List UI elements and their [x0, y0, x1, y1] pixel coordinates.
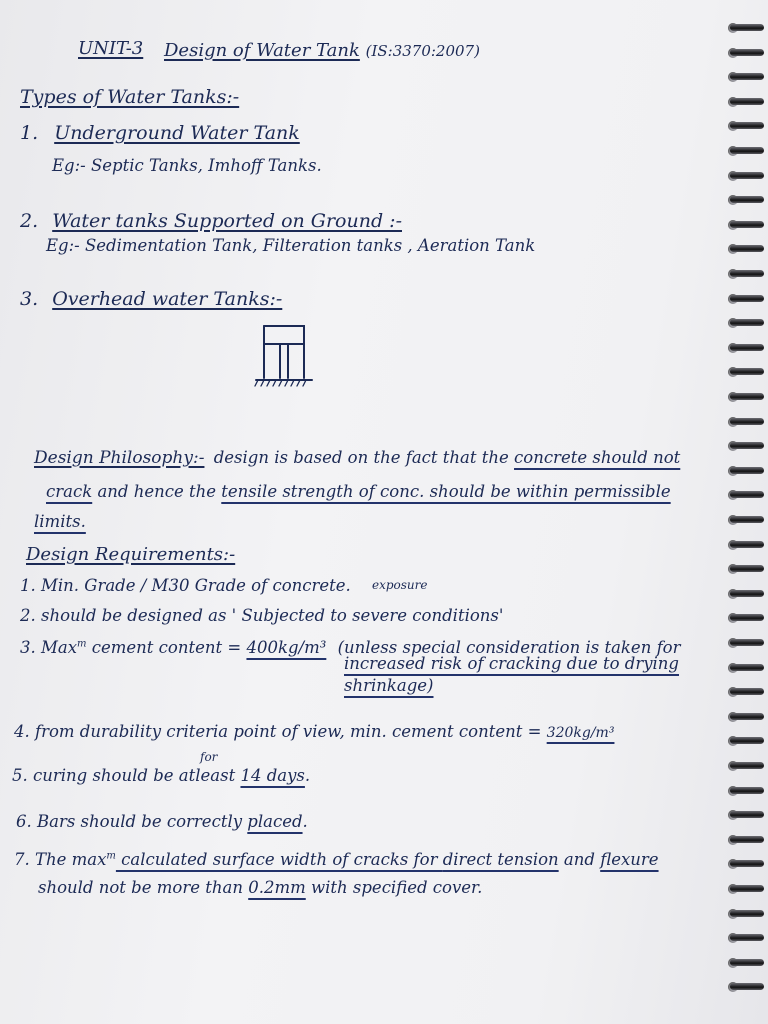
requirement-6-prefix: 6. Bars should be correctly: [16, 812, 248, 831]
coil-wire: [730, 368, 764, 375]
coil-wire: [730, 688, 764, 695]
spiral-coil: [730, 957, 764, 967]
coil-wire: [730, 614, 764, 621]
spiral-coil: [730, 711, 764, 721]
philosophy-line-3: limits.: [34, 512, 86, 531]
types-heading: Types of Water Tanks:-: [20, 86, 240, 108]
coil-wire: [730, 467, 764, 474]
requirement-4: [14, 722, 614, 741]
requirement-7-sup: m: [106, 850, 116, 862]
spiral-coil: [730, 932, 764, 942]
spiral-coil: [730, 908, 764, 918]
requirement-7: [14, 850, 659, 869]
spiral-coil: [730, 858, 764, 868]
requirement-3-value: 400kg/m³: [246, 638, 327, 657]
spiral-coil: [730, 489, 764, 499]
spiral-coil: [730, 71, 764, 81]
spiral-coil: [730, 686, 764, 696]
spiral-coil: [730, 563, 764, 573]
spiral-coil: [730, 465, 764, 475]
coil-wire: [730, 245, 764, 252]
spiral-coil: [730, 96, 764, 106]
spiral-coil: [730, 809, 764, 819]
coil-wire: [730, 196, 764, 203]
coil-wire: [730, 983, 764, 990]
coil-wire: [730, 590, 764, 597]
coil-wire: [730, 98, 764, 105]
coil-wire: [730, 639, 764, 646]
coil-wire: [730, 172, 764, 179]
spiral-coil: [730, 366, 764, 376]
coil-wire: [730, 344, 764, 351]
coil-wire: [730, 713, 764, 720]
requirement-5: [12, 766, 310, 785]
coil-wire: [730, 491, 764, 498]
requirement-6: [16, 812, 308, 831]
type-3: [20, 288, 282, 310]
coil-wire: [730, 319, 764, 326]
coil-wire: [730, 516, 764, 523]
coil-wire: [730, 73, 764, 80]
spiral-coil: [730, 637, 764, 647]
requirement-7-line-2-c: with specified cover.: [305, 878, 483, 897]
type-2: [20, 210, 402, 232]
type-1-example: Eg:- Septic Tanks, Imhoff Tanks.: [52, 156, 322, 175]
page-title-text: Design of Water Tank: [164, 40, 360, 61]
spiral-coil: [730, 194, 764, 204]
spiral-coil: [730, 22, 764, 32]
requirements-heading: Design Requirements:-: [26, 544, 236, 565]
requirement-3-paren-3: shrinkage): [344, 676, 434, 695]
spiral-coil: [730, 539, 764, 549]
spiral-coil: [730, 981, 764, 991]
spiral-coil: [730, 514, 764, 524]
overhead-tank-sketch: [248, 318, 320, 388]
coil-wire: [730, 934, 764, 941]
spiral-coil: [730, 293, 764, 303]
requirement-7-and: and: [558, 850, 601, 869]
coil-wire: [730, 270, 764, 277]
spiral-coil: [730, 416, 764, 426]
spiral-coil: [730, 145, 764, 155]
coil-wire: [730, 959, 764, 966]
requirement-5-end: .: [304, 766, 311, 785]
requirement-2: 2. should be designed as ' Subjected to severe conditions': [20, 606, 504, 625]
requirement-4-value: 320kg/m³: [546, 725, 615, 741]
spiral-coil: [730, 588, 764, 598]
spiral-coil: [730, 391, 764, 401]
philosophy-label: Design Philosophy:-: [34, 448, 205, 468]
coil-wire: [730, 221, 764, 228]
coil-wire: [730, 811, 764, 818]
coil-wire: [730, 787, 764, 794]
type-1-title: Underground Water Tank: [54, 122, 300, 144]
coil-wire: [730, 664, 764, 671]
coil-wire: [730, 147, 764, 154]
requirement-3-prefix: 3. Max: [20, 638, 78, 657]
philosophy-text-2: and hence the: [92, 482, 222, 501]
type-3-number: 3.: [20, 288, 39, 310]
requirement-3-sup: m: [77, 638, 87, 650]
requirement-2-note: exposure: [372, 578, 428, 592]
coil-wire: [730, 762, 764, 769]
coil-wire: [730, 541, 764, 548]
requirement-6-value: placed: [247, 812, 303, 831]
type-1: [20, 122, 300, 144]
spiral-coil: [730, 834, 764, 844]
spiral-coil: [730, 735, 764, 745]
requirement-4-prefix: 4. from durability criteria point of view, min. cement content =: [14, 722, 547, 741]
coil-wire: [730, 122, 764, 129]
philosophy-line-1: [34, 448, 680, 468]
spiral-coil: [730, 440, 764, 450]
unit-label: UNIT-3: [78, 38, 144, 59]
spiral-coil: [730, 662, 764, 672]
spiral-coil: [730, 268, 764, 278]
spiral-coil: [730, 170, 764, 180]
requirement-5-value: 14 days: [240, 766, 305, 785]
requirement-5-note: for: [200, 750, 218, 764]
coil-wire: [730, 442, 764, 449]
philosophy-line-2: [46, 482, 671, 501]
spiral-coil: [730, 612, 764, 622]
coil-wire: [730, 836, 764, 843]
requirement-5-prefix: 5. curing should be atleast: [12, 766, 241, 785]
spiral-coil: [730, 317, 764, 327]
type-3-title: Overhead water Tanks:-: [52, 288, 283, 310]
spiral-coil: [730, 47, 764, 57]
requirement-3-mid: cement content =: [86, 638, 247, 657]
type-2-title: Water tanks Supported on Ground :-: [52, 210, 402, 232]
coil-wire: [730, 24, 764, 31]
coil-wire: [730, 418, 764, 425]
philosophy-text-2-underlined: tensile strength of conc. should be within permissible: [221, 482, 671, 501]
philosophy-crack: crack: [46, 482, 93, 501]
philosophy-text-1-underlined: concrete should not: [514, 448, 681, 467]
requirement-3-paren-1: (unless special consideration is taken for: [337, 638, 681, 657]
spiral-coil: [730, 219, 764, 229]
spiral-coil: [730, 342, 764, 352]
spiral-coil: [730, 243, 764, 253]
requirement-7-line-2: [38, 878, 482, 897]
spiral-coil: [730, 120, 764, 130]
requirement-7-direct-tension: direct tension: [442, 850, 559, 869]
requirement-7-calculated: calculated surface width of cracks for: [115, 850, 443, 869]
requirement-6-end: .: [302, 812, 308, 831]
philosophy-text-1: design is based on the fact that the: [213, 448, 515, 467]
coil-wire: [730, 737, 764, 744]
requirement-7-line-2-a: should not be more than: [38, 878, 249, 897]
page-title: [164, 40, 480, 61]
standard-code: (IS:3370:2007): [365, 42, 480, 60]
spiral-coil: [730, 760, 764, 770]
requirement-1: 1. Min. Grade / M30 Grade of concrete.: [20, 576, 351, 595]
coil-wire: [730, 885, 764, 892]
requirement-7-prefix: 7. The max: [14, 850, 107, 869]
coil-wire: [730, 49, 764, 56]
coil-wire: [730, 860, 764, 867]
requirement-3-paren-2: increased risk of cracking due to drying: [344, 654, 679, 673]
coil-wire: [730, 393, 764, 400]
type-1-number: 1.: [20, 122, 39, 144]
requirement-7-line-2-value: 0.2mm: [248, 878, 306, 897]
spiral-binding: [724, 22, 768, 1007]
coil-wire: [730, 910, 764, 917]
spiral-coil: [730, 785, 764, 795]
requirement-7-flexure: flexure: [600, 850, 659, 869]
spiral-coil: [730, 883, 764, 893]
type-2-number: 2.: [20, 210, 39, 232]
coil-wire: [730, 565, 764, 572]
coil-wire: [730, 295, 764, 302]
type-2-example: Eg:- Sedimentation Tank, Filteration tanks , Aeration Tank: [46, 236, 536, 255]
